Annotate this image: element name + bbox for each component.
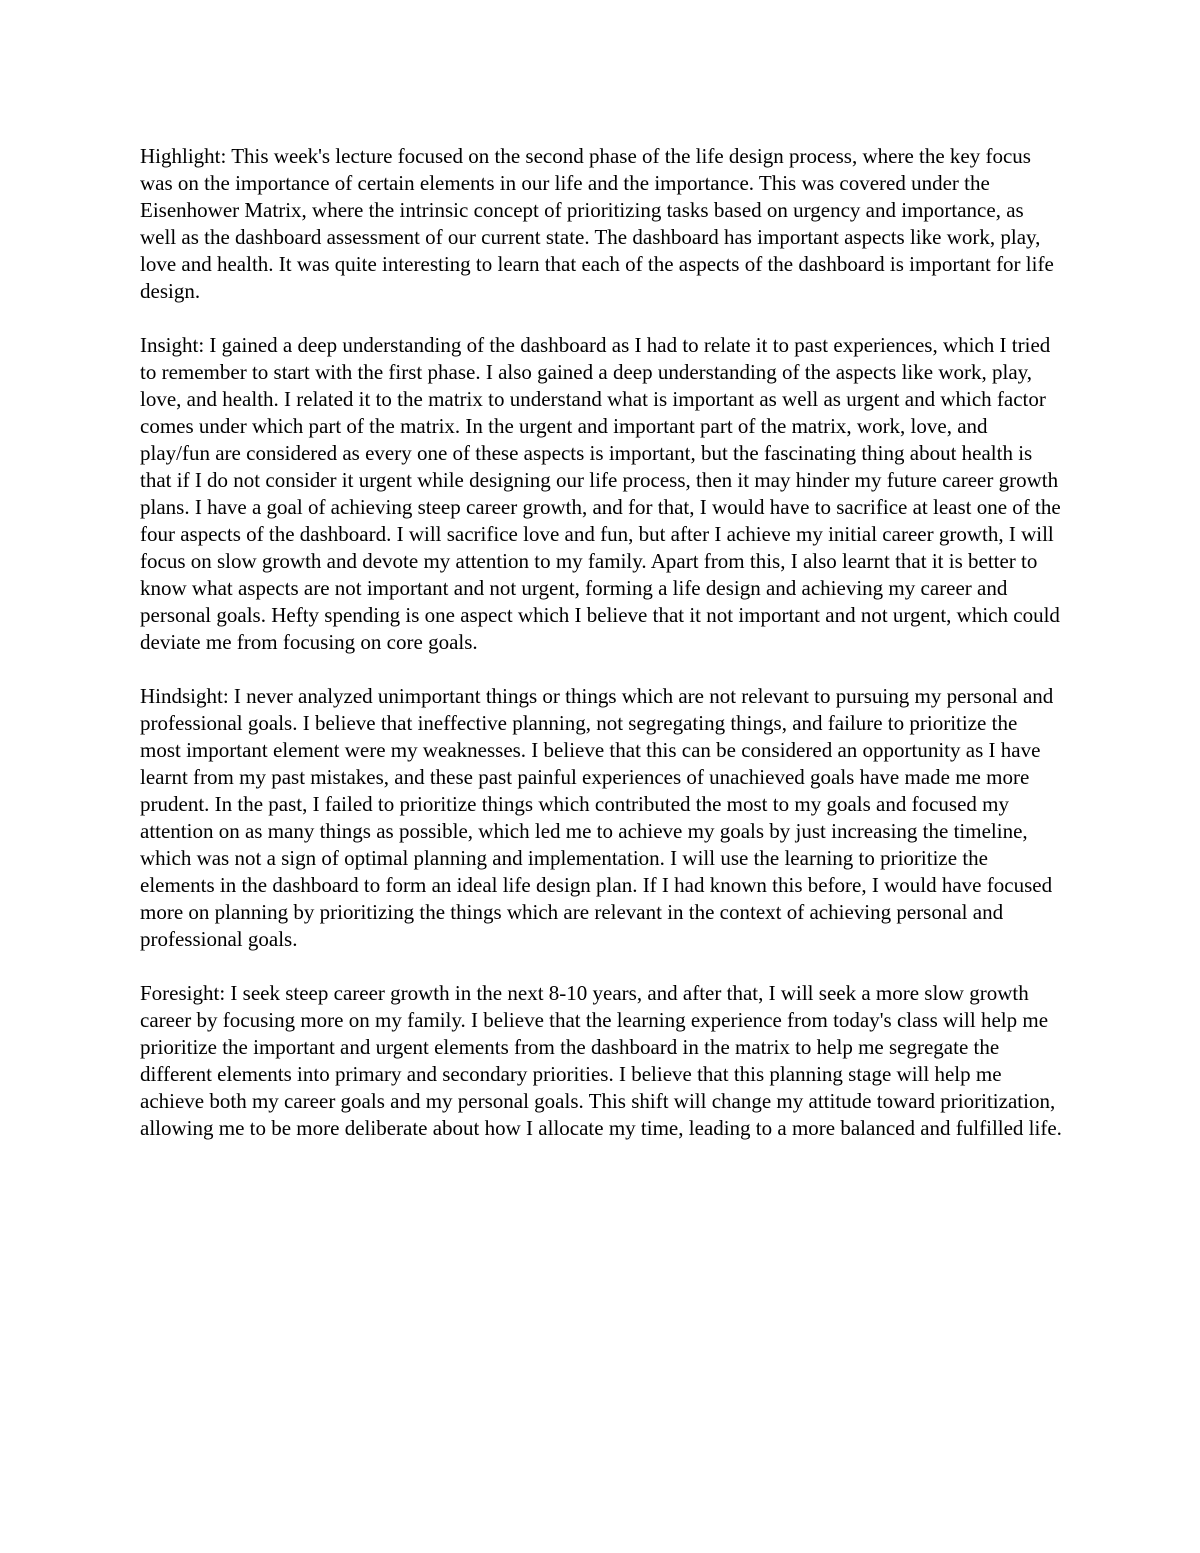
paragraph-highlight: Highlight: This week's lecture focused on the second phase of the life design process, where the key focus was on the importance of certain elements in our life and the importance. This was covered under the Eisenhower Matrix, where the intrinsic concept of prioritizing tasks based on urgency and importance, as well as the dashboard assessment of our current state. The dashboard has important aspects like work, play, love and health. It was quite interesting to learn that each of the aspects of the dashboard is important for life design. xyxy=(140,144,1054,303)
document-body xyxy=(140,143,1062,1169)
paragraph-insight: Insight: I gained a deep understanding of the dashboard as I had to relate it to past experiences, which I tried to remember to start with the first phase. I also gained a deep understanding of the aspects like work, play, love, and health. I related it to the matrix to understand what is important as well as urgent and which factor comes under which part of the matrix. In the urgent and important part of the matrix, work, love, and play/fun are considered as every one of these aspects is important, but the fascinating thing about health is that if I do not consider it urgent while designing our life process, then it may hinder my future career growth plans. I have a goal of achieving steep career growth, and for that, I would have to sacrifice at least one of the four aspects of the dashboard. I will sacrifice love and fun, but after I achieve my initial career growth, I will focus on slow growth and devote my attention to my family. Apart from this, I also learnt that it is better to know what aspects are not important and not urgent, forming a life design and achieving my career and personal goals. Hefty spending is one aspect which I believe that it not important and not urgent, which could deviate me from focusing on core goals. xyxy=(140,333,1061,654)
paragraph-foresight: Foresight: I seek steep career growth in the next 8-10 years, and after that, I will seek a more slow growth career by focusing more on my family. I believe that the learning experience from today's class will help me prioritize the important and urgent elements from the dashboard in the matrix to help me segregate the different elements into primary and secondary priorities. I believe that this planning stage will help me achieve both my career goals and my personal goals. This shift will change my attitude toward prioritization, allowing me to be more deliberate about how I allocate my time, leading to a more balanced and fulfilled life. xyxy=(140,981,1062,1140)
paragraph-hindsight: Hindsight: I never analyzed unimportant things or things which are not relevant to pursuing my personal and professional goals. I believe that ineffective planning, not segregating things, and failure to prioritize the most important element were my weaknesses. I believe that this can be considered an opportunity as I have learnt from my past mistakes, and these past painful experiences of unachieved goals have made me more prudent. In the past, I failed to prioritize things which contributed the most to my goals and focused my attention on as many things as possible, which led me to achieve my goals by just increasing the timeline, which was not a sign of optimal planning and implementation. I will use the learning to prioritize the elements in the dashboard to form an ideal life design plan. If I had known this before, I would have focused more on planning by prioritizing the things which are relevant in the context of achieving personal and professional goals. xyxy=(140,684,1054,951)
